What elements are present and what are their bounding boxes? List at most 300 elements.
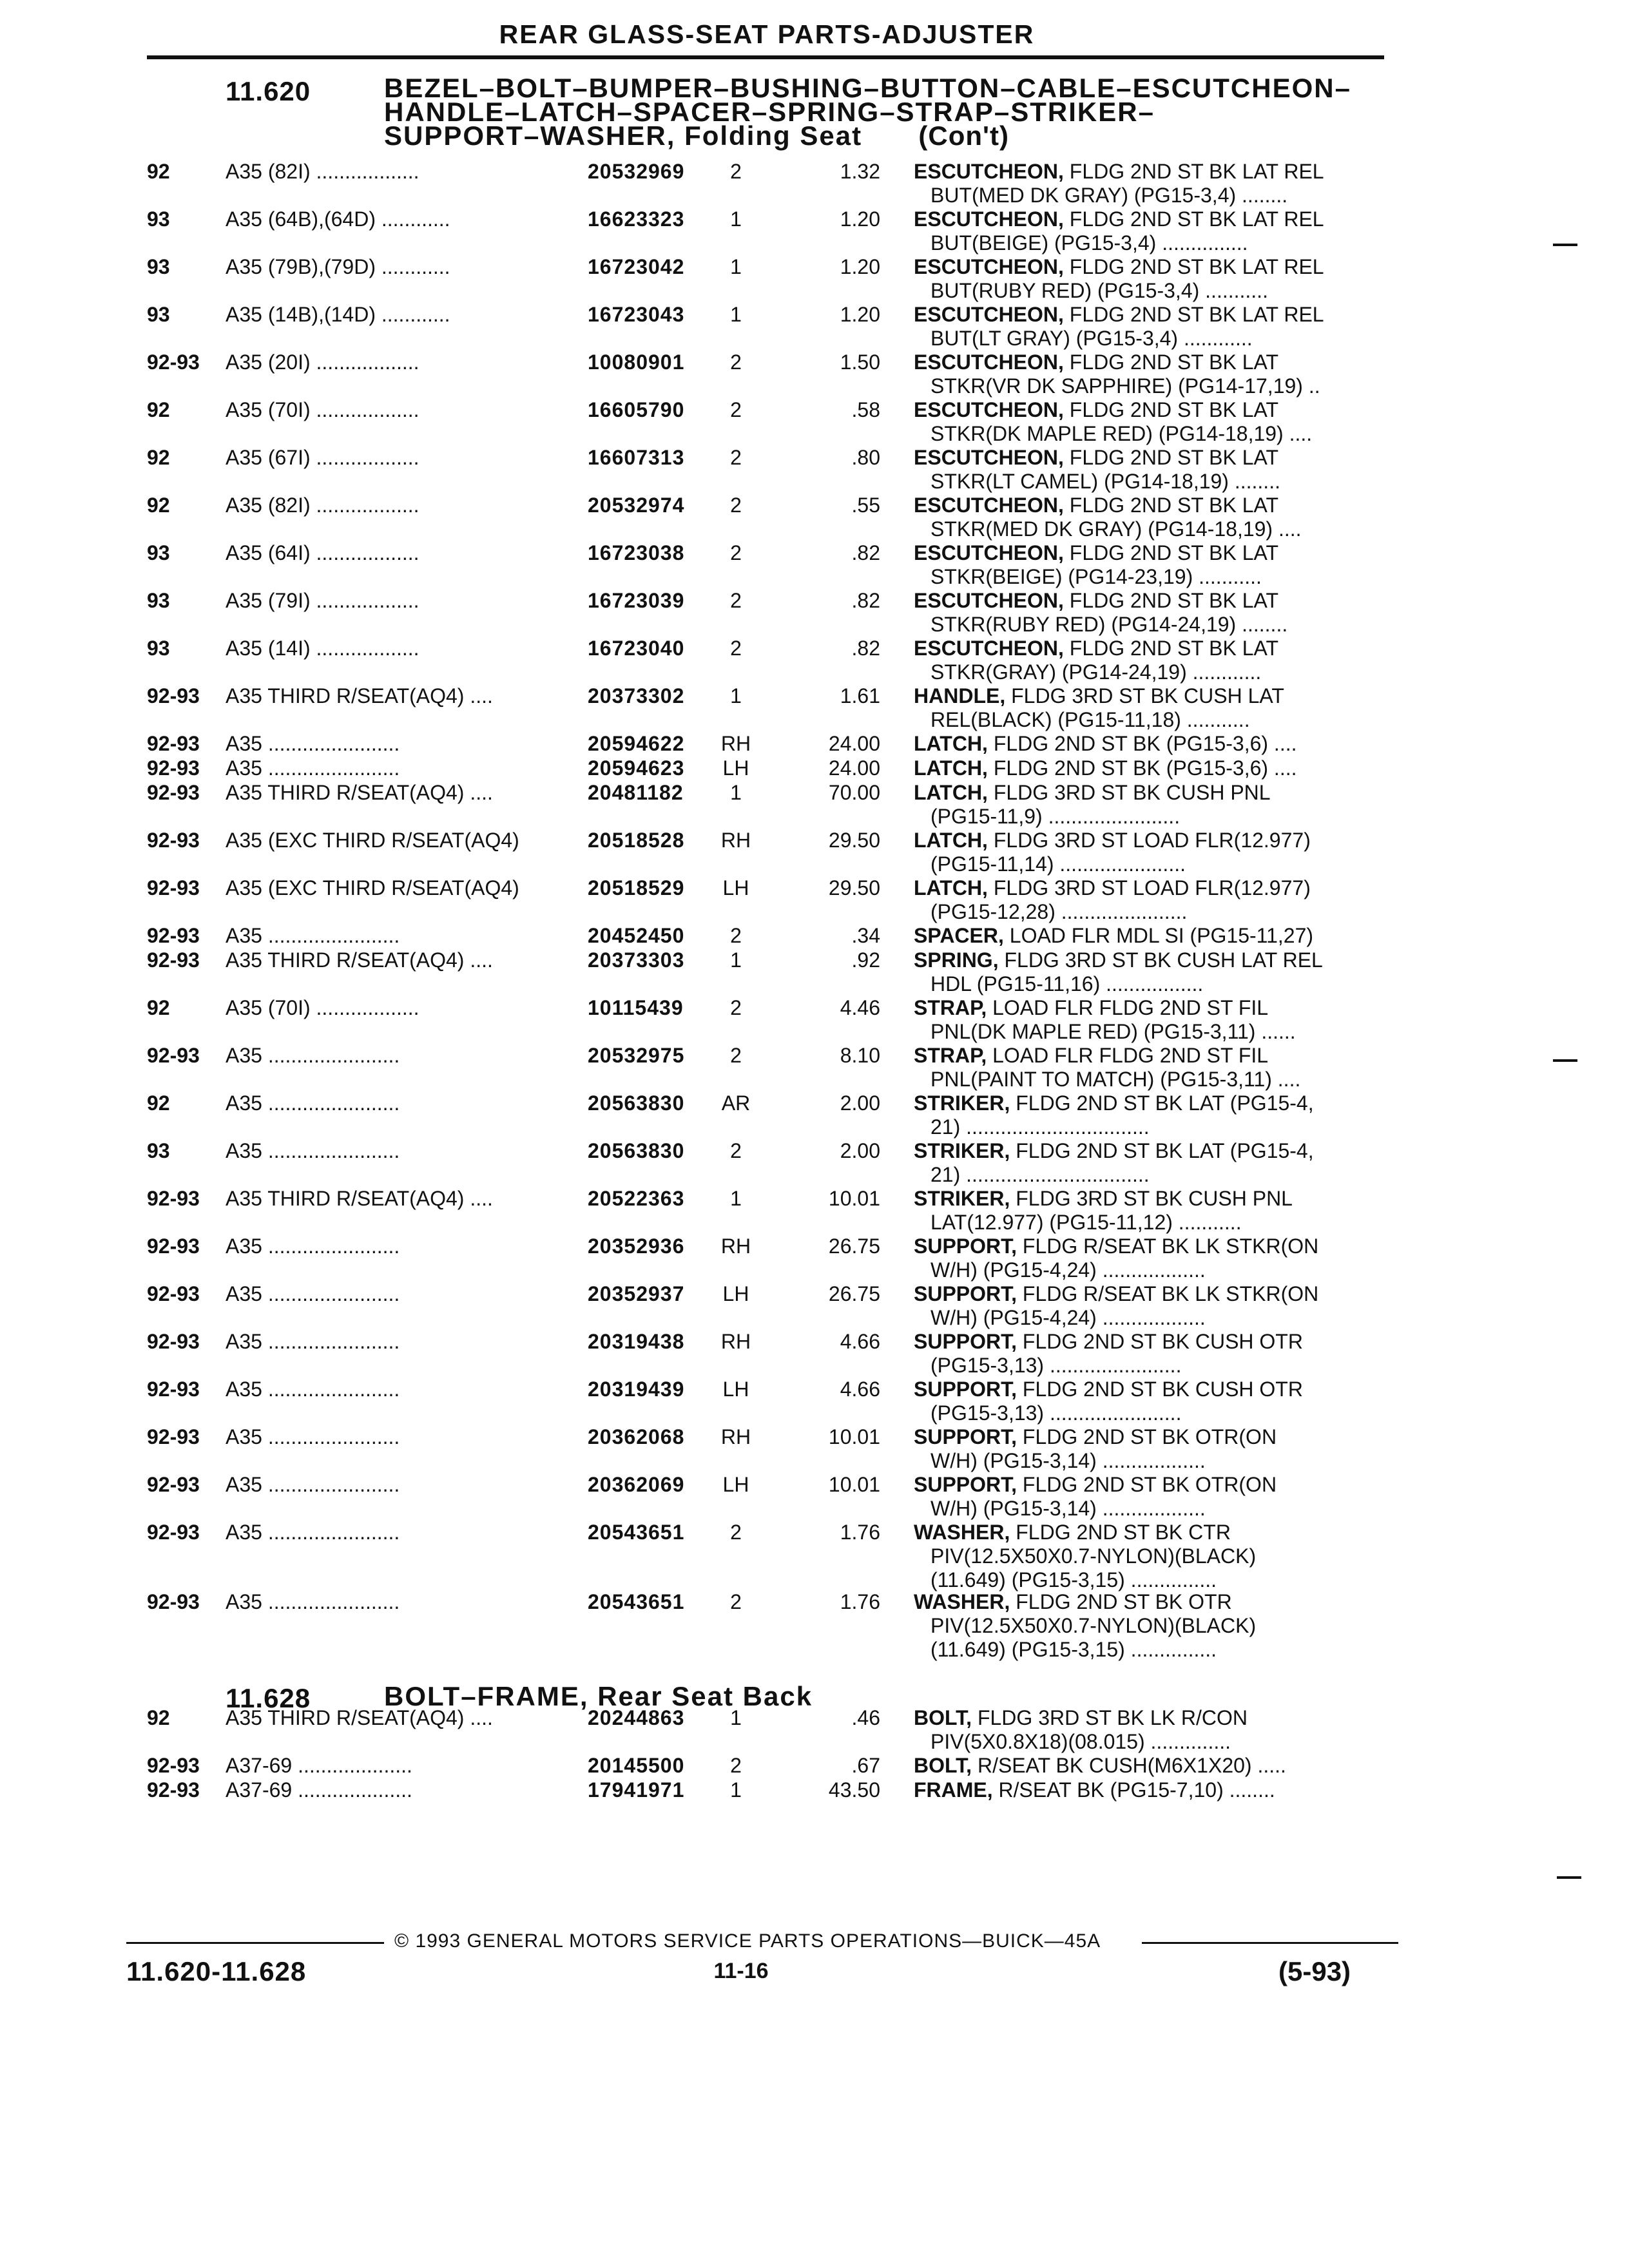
quantity-cell: 2 bbox=[730, 637, 742, 660]
part-keyword: LATCH, bbox=[914, 829, 988, 852]
year-cell: 92 bbox=[147, 446, 170, 469]
description-cell bbox=[914, 1706, 1391, 1754]
description-line bbox=[914, 1473, 1391, 1497]
part-keyword: ESCUTCHEON, bbox=[914, 494, 1064, 517]
year-cell: 93 bbox=[147, 541, 170, 564]
section-number: 11.620 bbox=[226, 76, 311, 106]
model-cell: A35 (EXC THIRD R/SEAT(AQ4) bbox=[226, 829, 519, 852]
description-line bbox=[914, 1187, 1391, 1211]
part-number-cell: 20563830 bbox=[588, 1139, 685, 1162]
description-line bbox=[914, 1754, 1391, 1778]
quantity-cell: 2 bbox=[730, 398, 742, 421]
footer-rule-left bbox=[126, 1942, 384, 1944]
price-cell: 1.32 bbox=[840, 160, 880, 183]
description-text: FLDG 2ND ST BK (PG15-3,6) .... bbox=[987, 732, 1297, 755]
description-text: FLDG 3RD ST LOAD FLR(12.977) bbox=[987, 876, 1311, 899]
model-cell: A35 ....................... bbox=[226, 1473, 400, 1496]
part-keyword: WASHER, bbox=[914, 1521, 1010, 1544]
price-cell: .55 bbox=[851, 494, 880, 517]
description-cell bbox=[914, 1044, 1391, 1091]
part-keyword: STRAP, bbox=[914, 996, 987, 1019]
description-line bbox=[914, 541, 1391, 565]
price-cell: 1.20 bbox=[840, 303, 880, 326]
price-cell: 10.01 bbox=[828, 1473, 880, 1496]
description-line bbox=[914, 303, 1391, 327]
description-cell bbox=[914, 781, 1391, 829]
price-cell: 29.50 bbox=[828, 829, 880, 852]
year-cell: 93 bbox=[147, 637, 170, 660]
price-cell: 43.50 bbox=[828, 1778, 880, 1802]
part-number-cell: 20319439 bbox=[588, 1378, 685, 1401]
year-cell: 92-93 bbox=[147, 876, 200, 899]
description-text: FLDG 2ND ST BK LAT REL bbox=[1063, 303, 1324, 326]
part-number-cell: 20543651 bbox=[588, 1590, 685, 1613]
description-line bbox=[914, 398, 1391, 422]
description-cell bbox=[914, 1521, 1391, 1592]
description-cell bbox=[914, 303, 1391, 351]
description-cell bbox=[914, 1091, 1391, 1139]
description-line bbox=[914, 1521, 1391, 1544]
part-number-cell: 20319438 bbox=[588, 1330, 685, 1353]
year-cell: 92-93 bbox=[147, 756, 200, 780]
description-line: BUT(BEIGE) (PG15-3,4) ............... bbox=[930, 231, 1248, 255]
description-line: (PG15-3,13) ....................... bbox=[930, 1401, 1182, 1425]
quantity-cell: 2 bbox=[730, 160, 742, 183]
price-cell: .58 bbox=[851, 398, 880, 421]
part-keyword: SUPPORT, bbox=[914, 1330, 1017, 1353]
model-cell: A35 ....................... bbox=[226, 756, 400, 780]
quantity-cell: RH bbox=[720, 1425, 751, 1448]
part-number-cell: 20543651 bbox=[588, 1521, 685, 1544]
year-cell: 93 bbox=[147, 207, 170, 231]
description-cell bbox=[914, 1778, 1391, 1802]
continued-label: (Con't) bbox=[918, 120, 1010, 151]
description-line: (PG15-3,13) ....................... bbox=[930, 1354, 1182, 1377]
model-cell: A35 THIRD R/SEAT(AQ4) .... bbox=[226, 1706, 493, 1729]
description-line bbox=[914, 637, 1391, 660]
part-keyword: ESCUTCHEON, bbox=[914, 160, 1064, 183]
part-keyword: SUPPORT, bbox=[914, 1473, 1017, 1496]
price-cell: 70.00 bbox=[828, 781, 880, 804]
year-cell: 93 bbox=[147, 255, 170, 278]
description-text: FLDG 2ND ST BK LAT bbox=[1063, 351, 1279, 374]
description-line bbox=[914, 446, 1391, 470]
part-keyword: SPRING, bbox=[914, 948, 999, 972]
year-cell: 92 bbox=[147, 494, 170, 517]
description-text: FLDG 3RD ST BK CUSH PNL bbox=[1010, 1187, 1293, 1210]
model-cell: A37-69 .................... bbox=[226, 1778, 412, 1802]
part-keyword: STRIKER, bbox=[914, 1139, 1010, 1162]
year-cell: 92-93 bbox=[147, 1282, 200, 1305]
part-number-cell: 20452450 bbox=[588, 924, 685, 947]
description-line: (11.649) (PG15-3,15) ............... bbox=[930, 1638, 1217, 1661]
footer-page-number: 11-16 bbox=[713, 1959, 769, 1983]
part-number-cell: 20563830 bbox=[588, 1091, 685, 1115]
price-cell: 26.75 bbox=[828, 1282, 880, 1305]
year-cell: 93 bbox=[147, 589, 170, 612]
description-line bbox=[914, 1282, 1391, 1306]
quantity-cell: RH bbox=[720, 1330, 751, 1353]
description-text: FLDG 2ND ST BK OTR bbox=[1010, 1590, 1232, 1613]
description-line bbox=[914, 1235, 1391, 1258]
part-keyword: SUPPORT, bbox=[914, 1378, 1017, 1401]
part-keyword: HANDLE, bbox=[914, 684, 1006, 707]
description-cell bbox=[914, 494, 1391, 541]
model-cell: A35 (14B),(14D) ............ bbox=[226, 303, 450, 326]
part-keyword: SUPPORT, bbox=[914, 1282, 1017, 1305]
part-keyword: LATCH, bbox=[914, 781, 988, 804]
model-cell: A35 THIRD R/SEAT(AQ4) .... bbox=[226, 684, 493, 707]
model-cell: A35 (64B),(64D) ............ bbox=[226, 207, 450, 231]
description-cell bbox=[914, 637, 1391, 684]
description-cell bbox=[914, 446, 1391, 494]
description-text: FLDG 2ND ST BK CUSH OTR bbox=[1017, 1330, 1303, 1353]
description-cell bbox=[914, 1590, 1391, 1662]
description-cell bbox=[914, 924, 1391, 948]
quantity-cell: 1 bbox=[730, 781, 742, 804]
description-cell bbox=[914, 1235, 1391, 1282]
description-text: FLDG 2ND ST BK LAT REL bbox=[1063, 207, 1324, 231]
description-text: FLDG 2ND ST BK LAT (PG15-4, bbox=[1010, 1091, 1314, 1115]
model-cell: A35 ....................... bbox=[226, 1091, 400, 1115]
section-title-line: HANDLE–LATCH–SPACER–SPRING–STRAP–STRIKER– bbox=[384, 97, 1155, 127]
price-cell: .92 bbox=[851, 948, 880, 972]
description-line bbox=[914, 160, 1391, 184]
description-text: LOAD FLR MDL SI (PG15-11,27) bbox=[1003, 924, 1314, 947]
part-keyword: SPACER, bbox=[914, 924, 1004, 947]
description-cell bbox=[914, 684, 1391, 732]
price-cell: 4.66 bbox=[840, 1330, 880, 1353]
description-line: PIV(12.5X50X0.7-NYLON)(BLACK) bbox=[930, 1614, 1257, 1637]
description-line: STKR(BEIGE) (PG14-23,19) ........... bbox=[930, 565, 1262, 588]
description-line bbox=[914, 1044, 1391, 1068]
description-line: REL(BLACK) (PG15-11,18) ........... bbox=[930, 708, 1250, 731]
part-keyword: WASHER, bbox=[914, 1590, 1010, 1613]
year-cell: 92 bbox=[147, 160, 170, 183]
year-cell: 92-93 bbox=[147, 1754, 200, 1777]
margin-mark bbox=[1553, 244, 1577, 246]
description-cell bbox=[914, 1425, 1391, 1473]
description-cell bbox=[914, 1754, 1391, 1778]
part-keyword: FRAME, bbox=[914, 1778, 993, 1802]
model-cell: A35 (67I) .................. bbox=[226, 446, 419, 469]
part-keyword: BOLT, bbox=[914, 1754, 972, 1777]
price-cell: 10.01 bbox=[828, 1187, 880, 1210]
quantity-cell: 2 bbox=[730, 1139, 742, 1162]
year-cell: 92 bbox=[147, 1706, 170, 1729]
price-cell: 4.66 bbox=[840, 1378, 880, 1401]
year-cell: 92-93 bbox=[147, 351, 200, 374]
description-cell bbox=[914, 541, 1391, 589]
model-cell: A35 ....................... bbox=[226, 1282, 400, 1305]
part-keyword: LATCH, bbox=[914, 876, 988, 899]
quantity-cell: 2 bbox=[730, 1521, 742, 1544]
description-line: (PG15-11,14) ...................... bbox=[930, 852, 1186, 876]
description-text: FLDG 2ND ST BK LAT REL bbox=[1063, 255, 1324, 278]
price-cell: .46 bbox=[851, 1706, 880, 1729]
part-keyword: ESCUTCHEON, bbox=[914, 541, 1064, 564]
quantity-cell: 1 bbox=[730, 207, 742, 231]
part-keyword: ESCUTCHEON, bbox=[914, 637, 1064, 660]
quantity-cell: 2 bbox=[730, 494, 742, 517]
part-number-cell: 20518528 bbox=[588, 829, 685, 852]
year-cell: 93 bbox=[147, 1139, 170, 1162]
model-cell: A35 (82I) .................. bbox=[226, 160, 419, 183]
description-cell bbox=[914, 948, 1391, 996]
description-text: FLDG 2ND ST BK LAT (PG15-4, bbox=[1010, 1139, 1314, 1162]
model-cell: A35 (EXC THIRD R/SEAT(AQ4) bbox=[226, 876, 519, 899]
quantity-cell: 1 bbox=[730, 948, 742, 972]
model-cell: A35 ....................... bbox=[226, 1590, 400, 1613]
price-cell: 1.50 bbox=[840, 351, 880, 374]
description-text: FLDG 3RD ST BK CUSH PNL bbox=[987, 781, 1271, 804]
part-number-cell: 10080901 bbox=[588, 351, 685, 374]
description-line bbox=[914, 829, 1391, 852]
quantity-cell: 2 bbox=[730, 1754, 742, 1777]
description-line bbox=[914, 255, 1391, 279]
part-keyword: ESCUTCHEON, bbox=[914, 303, 1064, 326]
price-cell: 1.20 bbox=[840, 255, 880, 278]
description-line bbox=[914, 732, 1391, 756]
part-number-cell: 20373303 bbox=[588, 948, 685, 972]
description-line: 21) ................................ bbox=[930, 1115, 1150, 1139]
price-cell: .80 bbox=[851, 446, 880, 469]
year-cell: 92-93 bbox=[147, 829, 200, 852]
part-number-cell: 20532974 bbox=[588, 494, 685, 517]
description-cell bbox=[914, 207, 1391, 255]
quantity-cell: 2 bbox=[730, 589, 742, 612]
part-number-cell: 10115439 bbox=[588, 996, 684, 1019]
description-cell bbox=[914, 1282, 1391, 1330]
year-cell: 92-93 bbox=[147, 1521, 200, 1544]
quantity-cell: LH bbox=[722, 1378, 749, 1401]
quantity-cell: LH bbox=[722, 1473, 749, 1496]
price-cell: 1.76 bbox=[840, 1521, 880, 1544]
part-keyword: BOLT, bbox=[914, 1706, 972, 1729]
model-cell: A35 ....................... bbox=[226, 1139, 400, 1162]
description-line: BUT(MED DK GRAY) (PG15-3,4) ........ bbox=[930, 184, 1288, 207]
price-cell: 2.00 bbox=[840, 1091, 880, 1115]
quantity-cell: LH bbox=[722, 1282, 749, 1305]
description-text: FLDG 3RD ST BK CUSH LAT REL bbox=[998, 948, 1323, 972]
year-cell: 92-93 bbox=[147, 948, 200, 972]
part-number-cell: 16723039 bbox=[588, 589, 685, 612]
year-cell: 92-93 bbox=[147, 1330, 200, 1353]
model-cell: A35 ....................... bbox=[226, 1044, 400, 1067]
part-keyword: STRIKER, bbox=[914, 1187, 1010, 1210]
description-cell bbox=[914, 996, 1391, 1044]
quantity-cell: 1 bbox=[730, 255, 742, 278]
description-line: (PG15-11,9) ....................... bbox=[930, 805, 1181, 828]
year-cell: 92-93 bbox=[147, 684, 200, 707]
price-cell: 1.20 bbox=[840, 207, 880, 231]
description-line: 21) ................................ bbox=[930, 1163, 1150, 1186]
footer-rule-right bbox=[1142, 1942, 1398, 1944]
model-cell: A35 ....................... bbox=[226, 1235, 400, 1258]
model-cell: A35 (20I) .................. bbox=[226, 351, 419, 374]
description-cell bbox=[914, 829, 1391, 876]
description-line bbox=[914, 1706, 1391, 1730]
price-cell: .82 bbox=[851, 541, 880, 564]
description-line bbox=[914, 948, 1391, 972]
model-cell: A35 (79I) .................. bbox=[226, 589, 419, 612]
description-line bbox=[914, 589, 1391, 613]
part-keyword: SUPPORT, bbox=[914, 1235, 1017, 1258]
part-number-cell: 20532975 bbox=[588, 1044, 685, 1067]
part-number-cell: 20362069 bbox=[588, 1473, 685, 1496]
description-line: HDL (PG15-11,16) ................. bbox=[930, 972, 1204, 995]
footer-revision: (5-93) bbox=[1278, 1956, 1351, 1986]
description-text: FLDG 3RD ST BK CUSH LAT bbox=[1005, 684, 1284, 707]
description-line: STKR(DK MAPLE RED) (PG14-18,19) .... bbox=[930, 422, 1313, 445]
model-cell: A37-69 .................... bbox=[226, 1754, 412, 1777]
part-number-cell: 20352937 bbox=[588, 1282, 685, 1305]
description-text: FLDG R/SEAT BK LK STKR(ON bbox=[1017, 1235, 1319, 1258]
section-title-text: BOLT–FRAME, Rear Seat Back bbox=[384, 1681, 813, 1711]
description-line: W/H) (PG15-4,24) .................. bbox=[930, 1258, 1206, 1282]
description-text: LOAD FLR FLDG 2ND ST FIL bbox=[987, 1044, 1269, 1067]
quantity-cell: 1 bbox=[730, 1706, 742, 1729]
part-keyword: ESCUTCHEON, bbox=[914, 351, 1064, 374]
part-number-cell: 20244863 bbox=[588, 1706, 685, 1729]
part-number-cell: 16723042 bbox=[588, 255, 685, 278]
model-cell: A35 ....................... bbox=[226, 1330, 400, 1353]
quantity-cell: AR bbox=[721, 1091, 751, 1115]
year-cell: 92-93 bbox=[147, 924, 200, 947]
description-line: STKR(GRAY) (PG14-24,19) ............ bbox=[930, 660, 1262, 684]
description-line bbox=[914, 1378, 1391, 1401]
header-rule bbox=[147, 55, 1384, 59]
description-cell bbox=[914, 351, 1391, 398]
price-cell: .67 bbox=[851, 1754, 880, 1777]
description-text: FLDG 2ND ST BK LAT bbox=[1063, 589, 1279, 612]
description-line: STKR(VR DK SAPPHIRE) (PG14-17,19) .. bbox=[930, 374, 1320, 398]
description-text: FLDG 2ND ST BK (PG15-3,6) .... bbox=[987, 756, 1297, 780]
price-cell: 10.01 bbox=[828, 1425, 880, 1448]
model-cell: A35 THIRD R/SEAT(AQ4) .... bbox=[226, 781, 493, 804]
description-line: (PG15-12,28) ...................... bbox=[930, 900, 1188, 923]
price-cell: 24.00 bbox=[828, 732, 880, 755]
description-line: STKR(LT CAMEL) (PG14-18,19) ........ bbox=[930, 470, 1280, 493]
quantity-cell: RH bbox=[720, 732, 751, 755]
price-cell: .82 bbox=[851, 589, 880, 612]
section-title bbox=[384, 1681, 813, 1711]
quantity-cell: RH bbox=[720, 1235, 751, 1258]
description-line: STKR(MED DK GRAY) (PG14-18,19) .... bbox=[930, 517, 1302, 541]
description-cell bbox=[914, 398, 1391, 446]
description-line: W/H) (PG15-3,14) .................. bbox=[930, 1497, 1206, 1520]
part-keyword: LATCH, bbox=[914, 756, 988, 780]
description-line: LAT(12.977) (PG15-11,12) ........... bbox=[930, 1211, 1242, 1234]
description-line: PIV(12.5X50X0.7-NYLON)(BLACK) bbox=[930, 1544, 1257, 1568]
price-cell: 8.10 bbox=[840, 1044, 880, 1067]
part-number-cell: 20481182 bbox=[588, 781, 684, 804]
quantity-cell: 1 bbox=[730, 1187, 742, 1210]
description-cell bbox=[914, 1187, 1391, 1235]
part-number-cell: 16723043 bbox=[588, 303, 685, 326]
description-line: BUT(RUBY RED) (PG15-3,4) ........... bbox=[930, 279, 1268, 302]
footer-copyright: © 1993 GENERAL MOTORS SERVICE PARTS OPERATIONS—BUICK—45A bbox=[394, 1930, 1101, 1952]
part-number-cell: 16605790 bbox=[588, 398, 685, 421]
model-cell: A35 (70I) .................. bbox=[226, 996, 419, 1019]
description-line bbox=[914, 1091, 1391, 1115]
quantity-cell: 2 bbox=[730, 924, 742, 947]
part-number-cell: 16723038 bbox=[588, 541, 685, 564]
page-header: REAR GLASS-SEAT PARTS-ADJUSTER bbox=[499, 19, 1035, 49]
model-cell: A35 ....................... bbox=[226, 732, 400, 755]
description-text: FLDG 3RD ST BK LK R/CON bbox=[972, 1706, 1248, 1729]
year-cell: 92-93 bbox=[147, 781, 200, 804]
model-cell: A35 ....................... bbox=[226, 1378, 400, 1401]
year-cell: 92-93 bbox=[147, 732, 200, 755]
year-cell: 92-93 bbox=[147, 1590, 200, 1613]
year-cell: 92-93 bbox=[147, 1187, 200, 1210]
part-keyword: STRIKER, bbox=[914, 1091, 1010, 1115]
margin-mark bbox=[1557, 1876, 1581, 1879]
description-line bbox=[914, 1778, 1391, 1802]
description-cell bbox=[914, 1139, 1391, 1187]
price-cell: 4.46 bbox=[840, 996, 880, 1019]
quantity-cell: 1 bbox=[730, 303, 742, 326]
description-text: FLDG R/SEAT BK LK STKR(ON bbox=[1017, 1282, 1319, 1305]
description-cell bbox=[914, 255, 1391, 303]
description-line bbox=[914, 781, 1391, 805]
model-cell: A35 (14I) .................. bbox=[226, 637, 419, 660]
description-text: FLDG 2ND ST BK LAT bbox=[1063, 494, 1279, 517]
part-keyword: ESCUTCHEON, bbox=[914, 589, 1064, 612]
part-number-cell: 16623323 bbox=[588, 207, 685, 231]
part-number-cell: 20532969 bbox=[588, 160, 685, 183]
price-cell: 1.76 bbox=[840, 1590, 880, 1613]
description-text: FLDG 2ND ST BK LAT bbox=[1063, 541, 1279, 564]
part-number-cell: 20373302 bbox=[588, 684, 685, 707]
part-keyword: SUPPORT, bbox=[914, 1425, 1017, 1448]
description-line bbox=[914, 494, 1391, 517]
description-line: (11.649) (PG15-3,15) ............... bbox=[930, 1568, 1217, 1591]
price-cell: 29.50 bbox=[828, 876, 880, 899]
description-line: BUT(LT GRAY) (PG15-3,4) ............ bbox=[930, 327, 1253, 350]
year-cell: 92 bbox=[147, 1091, 170, 1115]
description-text: LOAD FLR FLDG 2ND ST FIL bbox=[987, 996, 1269, 1019]
description-line bbox=[914, 1139, 1391, 1163]
quantity-cell: 1 bbox=[730, 1778, 742, 1802]
price-cell: 1.61 bbox=[840, 684, 880, 707]
description-text: FLDG 2ND ST BK OTR(ON bbox=[1017, 1473, 1277, 1496]
year-cell: 93 bbox=[147, 303, 170, 326]
model-cell: A35 THIRD R/SEAT(AQ4) .... bbox=[226, 948, 493, 972]
description-cell bbox=[914, 589, 1391, 637]
description-text: FLDG 2ND ST BK OTR(ON bbox=[1017, 1425, 1277, 1448]
price-cell: .82 bbox=[851, 637, 880, 660]
model-cell: A35 ....................... bbox=[226, 1425, 400, 1448]
description-cell bbox=[914, 876, 1391, 924]
year-cell: 92-93 bbox=[147, 1235, 200, 1258]
model-cell: A35 (79B),(79D) ............ bbox=[226, 255, 450, 278]
description-text: FLDG 2ND ST BK LAT bbox=[1063, 637, 1279, 660]
description-line bbox=[914, 1590, 1391, 1614]
price-cell: 2.00 bbox=[840, 1139, 880, 1162]
model-cell: A35 ....................... bbox=[226, 924, 400, 947]
part-keyword: LATCH, bbox=[914, 732, 988, 755]
price-cell: 24.00 bbox=[828, 756, 880, 780]
description-line: STKR(RUBY RED) (PG14-24,19) ........ bbox=[930, 613, 1288, 636]
section-title bbox=[384, 73, 1351, 151]
description-line: W/H) (PG15-4,24) .................. bbox=[930, 1306, 1206, 1329]
model-cell: A35 THIRD R/SEAT(AQ4) .... bbox=[226, 1187, 493, 1210]
section-title-line bbox=[384, 120, 1351, 151]
description-text: FLDG 2ND ST BK CUSH OTR bbox=[1017, 1378, 1303, 1401]
model-cell: A35 ....................... bbox=[226, 1521, 400, 1544]
